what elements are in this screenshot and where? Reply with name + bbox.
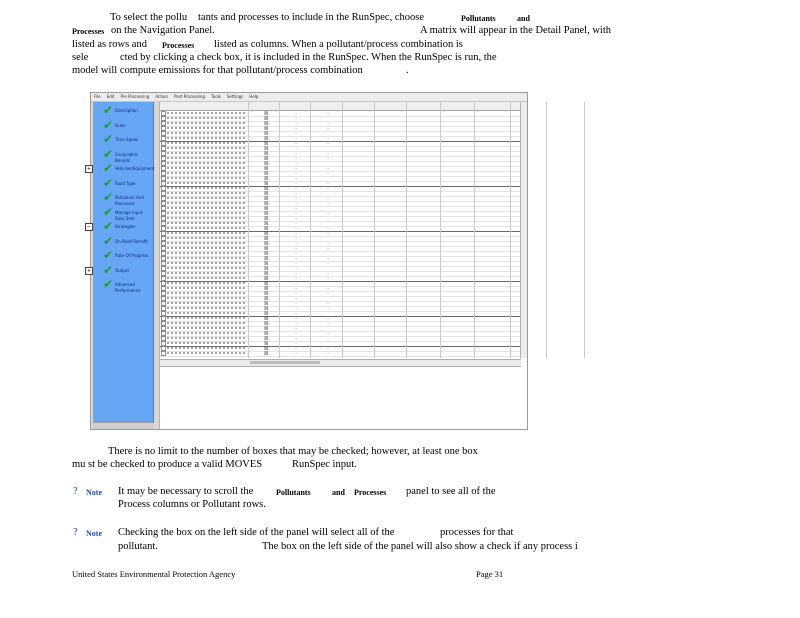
- green-check-icon: ✔: [103, 219, 114, 233]
- note2-label: Note: [86, 529, 102, 538]
- process-checkbox[interactable]: ☒: [264, 211, 269, 217]
- note2-marker: ?: [73, 527, 78, 538]
- detail-panel: [159, 102, 527, 429]
- column-divider: [584, 102, 585, 358]
- intro-line4-a: sele: [72, 52, 89, 63]
- nav-item[interactable]: [93, 248, 153, 262]
- pollutant-name: [167, 332, 247, 334]
- note1-line2: Process columns or Pollutant rows.: [118, 499, 266, 510]
- nav-item[interactable]: [93, 205, 153, 221]
- process-checkbox[interactable]: ·: [295, 151, 297, 157]
- screenshot-menu-item[interactable]: Edit: [106, 94, 115, 99]
- pollutant-name: [167, 187, 247, 189]
- column-divider: [406, 102, 407, 358]
- pollutant-name: [167, 157, 247, 159]
- navigation-panel-scrollbar[interactable]: [93, 422, 153, 429]
- process-checkbox[interactable]: ·: [295, 231, 297, 237]
- process-checkbox[interactable]: ☒: [264, 321, 269, 327]
- green-check-icon: ✔: [103, 190, 114, 204]
- green-check-icon: ✔: [103, 176, 114, 190]
- matrix-vertical-scrollbar[interactable]: [520, 102, 527, 358]
- process-checkbox[interactable]: ·: [295, 211, 297, 217]
- process-checkbox[interactable]: ☒: [264, 341, 269, 347]
- intro-line4-b: cted by clicking a check box, it is included in the RunSpec. When the RunSpec is run, the: [120, 52, 497, 63]
- process-checkbox[interactable]: ·: [327, 141, 329, 147]
- screenshot-menu-item[interactable]: Pre Processing: [120, 94, 150, 99]
- pollutant-name: [167, 282, 247, 284]
- matrix-row: [160, 351, 521, 357]
- intro-line3-a: listed as rows and: [72, 39, 147, 50]
- nav-item[interactable]: [86, 219, 153, 233]
- process-checkbox[interactable]: ·: [295, 206, 297, 212]
- process-checkbox[interactable]: ·: [327, 166, 329, 172]
- after-p1-line2-b: RunSpec input.: [292, 459, 357, 470]
- pollutant-name: [167, 192, 247, 194]
- row-select-checkbox[interactable]: [161, 351, 166, 356]
- note2-line1-a: Checking the box on the left side of the panel will select all of the: [118, 527, 395, 538]
- pollutant-name: [167, 182, 247, 184]
- nav-item-label: Output: [115, 268, 129, 273]
- pollutant-name: [167, 242, 247, 244]
- pollutant-name: [167, 212, 247, 214]
- process-checkbox[interactable]: ☒: [264, 266, 269, 272]
- process-checkbox[interactable]: ☒: [264, 301, 269, 307]
- process-checkbox[interactable]: ·: [295, 286, 297, 292]
- pollutant-name: [167, 117, 247, 119]
- pollutant-name: [167, 302, 247, 304]
- process-checkbox[interactable]: ☒: [264, 306, 269, 312]
- process-checkbox[interactable]: ·: [327, 306, 329, 312]
- nav-item[interactable]: [93, 176, 153, 190]
- process-checkbox[interactable]: ·: [327, 346, 329, 352]
- intro-and-term: and: [517, 14, 530, 23]
- process-checkbox[interactable]: ☒: [264, 331, 269, 337]
- pollutant-name: [167, 337, 247, 339]
- process-checkbox[interactable]: ·: [295, 261, 297, 267]
- process-checkbox[interactable]: ·: [295, 346, 297, 352]
- pollutant-name: [167, 347, 247, 349]
- note1-line1-b: panel to see all of the: [406, 486, 496, 497]
- process-checkbox[interactable]: ☒: [264, 116, 269, 122]
- process-checkbox[interactable]: ☒: [264, 236, 269, 242]
- process-checkbox[interactable]: ☒: [264, 256, 269, 262]
- process-checkbox[interactable]: ·: [295, 181, 297, 187]
- note1-line1-a: It may be necessary to scroll the: [118, 486, 254, 497]
- process-checkbox[interactable]: ☒: [264, 271, 269, 277]
- pollutant-name: [167, 317, 247, 319]
- nav-item-label: Road Type: [115, 181, 136, 186]
- process-checkbox[interactable]: ·: [327, 231, 329, 237]
- process-checkbox[interactable]: ☒: [264, 186, 269, 192]
- screenshot-menu-item[interactable]: Tools: [210, 94, 221, 99]
- process-checkbox[interactable]: ·: [327, 181, 329, 187]
- process-checkbox[interactable]: ·: [295, 331, 297, 337]
- process-checkbox[interactable]: ☒: [264, 281, 269, 287]
- process-checkbox[interactable]: ·: [327, 321, 329, 327]
- process-checkbox[interactable]: ·: [295, 326, 297, 332]
- screenshot-menubar: [91, 93, 527, 102]
- process-checkbox[interactable]: ☒: [264, 351, 269, 357]
- green-check-icon: ✔: [103, 161, 114, 175]
- process-checkbox[interactable]: ·: [295, 276, 297, 282]
- intro-processes-term: Processes: [72, 27, 105, 36]
- process-checkbox[interactable]: ☒: [264, 191, 269, 197]
- process-checkbox[interactable]: ☒: [264, 206, 269, 212]
- pollutant-name: [167, 167, 247, 169]
- pollutant-name: [167, 297, 247, 299]
- pollutant-name: [167, 287, 247, 289]
- pollutant-name: [167, 272, 247, 274]
- process-checkbox[interactable]: ☒: [264, 131, 269, 137]
- pollutant-name: [167, 162, 247, 164]
- process-checkbox[interactable]: ·: [295, 341, 297, 347]
- matrix-horizontal-scrollbar[interactable]: [160, 359, 521, 367]
- intro-line1-b: tants and processes to include in the RunSpec, choose: [198, 12, 424, 23]
- process-checkbox[interactable]: ☒: [264, 251, 269, 257]
- expand-icon[interactable]: +: [86, 268, 92, 274]
- intro-line2-c: A matrix will appear in the Detail Panel, with: [420, 25, 611, 36]
- process-checkbox[interactable]: ☒: [264, 326, 269, 332]
- nav-item-label: Vehicles/Equipment: [115, 166, 155, 171]
- pollutant-name: [167, 217, 247, 219]
- note1-marker: ?: [73, 486, 78, 497]
- collapse-icon[interactable]: −: [86, 224, 92, 230]
- process-checkbox[interactable]: ☒: [264, 111, 269, 117]
- process-checkbox[interactable]: ☒: [264, 231, 269, 237]
- intro-line5-period: .: [406, 65, 409, 76]
- pollutant-name: [167, 122, 247, 124]
- nav-item[interactable]: [86, 263, 153, 277]
- process-checkbox[interactable]: ☒: [264, 316, 269, 322]
- process-checkbox[interactable]: ☒: [264, 261, 269, 267]
- process-checkbox[interactable]: ·: [327, 126, 329, 132]
- nav-item-label: Strategies: [115, 224, 136, 229]
- process-checkbox[interactable]: ☒: [264, 161, 269, 167]
- nav-item-label: Geographic Bounds: [115, 152, 139, 163]
- nav-item-label: Description: [115, 108, 138, 113]
- pollutant-name: [167, 132, 247, 134]
- green-check-icon: ✔: [103, 132, 114, 146]
- process-checkbox[interactable]: ·: [295, 251, 297, 257]
- process-checkbox[interactable]: ·: [295, 216, 297, 222]
- process-checkbox[interactable]: ·: [295, 221, 297, 227]
- pollutant-name: [167, 137, 247, 139]
- process-checkbox[interactable]: ·: [295, 321, 297, 327]
- pollutant-name: [167, 252, 247, 254]
- process-checkbox[interactable]: ·: [327, 151, 329, 157]
- intro-line2-b: on the Navigation Panel.: [111, 25, 215, 36]
- process-checkbox[interactable]: ·: [327, 256, 329, 262]
- process-checkbox[interactable]: ·: [327, 111, 329, 117]
- process-checkbox[interactable]: ·: [327, 226, 329, 232]
- navigation-panel-list: [86, 102, 155, 423]
- process-checkbox[interactable]: ·: [327, 316, 329, 322]
- screenshot-menu-item[interactable]: Action: [155, 94, 168, 99]
- nav-item[interactable]: [93, 118, 153, 132]
- process-checkbox[interactable]: ·: [295, 156, 297, 162]
- pollutant-name: [167, 207, 247, 209]
- process-checkbox[interactable]: ·: [295, 256, 297, 262]
- process-checkbox[interactable]: ·: [327, 261, 329, 267]
- process-checkbox[interactable]: ·: [327, 241, 329, 247]
- process-checkbox[interactable]: ·: [327, 136, 329, 142]
- process-checkbox[interactable]: ·: [295, 196, 297, 202]
- process-checkbox[interactable]: ·: [295, 161, 297, 167]
- intro-pollutants-term: Pollutants: [461, 14, 496, 23]
- process-checkbox[interactable]: ☒: [264, 291, 269, 297]
- pollutant-name: [167, 222, 247, 224]
- process-checkbox[interactable]: ☒: [264, 296, 269, 302]
- process-checkbox[interactable]: ·: [327, 271, 329, 277]
- process-checkbox[interactable]: ☒: [264, 201, 269, 207]
- process-checkbox[interactable]: ·: [295, 296, 297, 302]
- pollutant-name: [167, 232, 247, 234]
- column-divider: [310, 102, 311, 358]
- process-checkbox[interactable]: ☒: [264, 246, 269, 252]
- green-check-icon: ✔: [103, 263, 114, 277]
- pollutant-name: [167, 202, 247, 204]
- note1-pollutants-term: Pollutants: [276, 488, 311, 497]
- process-checkbox[interactable]: ·: [295, 136, 297, 142]
- process-checkbox[interactable]: ·: [295, 301, 297, 307]
- nav-item[interactable]: [93, 147, 153, 163]
- pollutant-name: [167, 312, 247, 314]
- process-checkbox[interactable]: ☒: [264, 166, 269, 172]
- pollutant-process-matrix: [160, 111, 521, 358]
- nav-item[interactable]: [93, 132, 153, 146]
- process-checkbox[interactable]: ·: [327, 291, 329, 297]
- process-checkbox[interactable]: ☒: [264, 286, 269, 292]
- process-checkbox[interactable]: ·: [295, 316, 297, 322]
- note1-processes-term: Processes: [354, 488, 387, 497]
- column-divider: [440, 102, 441, 358]
- process-checkbox[interactable]: ·: [327, 196, 329, 202]
- process-checkbox[interactable]: ·: [295, 236, 297, 242]
- pollutant-name: [167, 127, 247, 129]
- screenshot-menu-item[interactable]: File: [94, 94, 101, 99]
- process-checkbox[interactable]: ·: [295, 166, 297, 172]
- pollutant-name: [167, 237, 247, 239]
- pollutant-name: [167, 327, 247, 329]
- column-divider: [342, 102, 343, 358]
- scrollbar-thumb[interactable]: [250, 361, 320, 364]
- after-p1-line2-a: mu st be checked to produce a valid MOVES: [72, 459, 263, 470]
- green-check-icon: ✔: [103, 147, 114, 161]
- nav-item[interactable]: [93, 103, 153, 117]
- process-checkbox[interactable]: ☒: [264, 196, 269, 202]
- nav-item-label: Advanced Performance: [115, 282, 141, 293]
- process-checkbox[interactable]: ·: [295, 191, 297, 197]
- process-checkbox[interactable]: ☒: [264, 176, 269, 182]
- pollutant-name: [167, 307, 247, 309]
- screenshot-menu-item[interactable]: Settings: [226, 94, 244, 99]
- process-checkbox[interactable]: ☒: [264, 216, 269, 222]
- process-checkbox[interactable]: ·: [327, 186, 329, 192]
- pollutant-name: [167, 197, 247, 199]
- process-checkbox[interactable]: ☒: [264, 136, 269, 142]
- process-checkbox[interactable]: ☒: [264, 311, 269, 317]
- process-checkbox[interactable]: ·: [295, 186, 297, 192]
- nav-item[interactable]: [93, 190, 153, 206]
- expand-icon[interactable]: +: [86, 166, 92, 172]
- process-checkbox[interactable]: ·: [295, 291, 297, 297]
- nav-item-label: Scale: [115, 123, 126, 128]
- process-checkbox[interactable]: ·: [327, 286, 329, 292]
- green-check-icon: ✔: [103, 277, 114, 291]
- process-checkbox[interactable]: ·: [327, 211, 329, 217]
- process-checkbox[interactable]: ·: [327, 336, 329, 342]
- green-check-icon: ✔: [103, 118, 114, 132]
- process-checkbox[interactable]: ☒: [264, 276, 269, 282]
- pollutant-name: [167, 262, 247, 264]
- intro-line1-a: To select the pollu: [110, 12, 188, 23]
- pollutant-name: [167, 112, 247, 114]
- note2-line1-b: processes for that: [440, 527, 514, 538]
- process-checkbox[interactable]: ·: [295, 146, 297, 152]
- pollutant-name: [167, 177, 247, 179]
- column-divider: [474, 102, 475, 358]
- note2-line2-a: pollutant.: [118, 541, 158, 552]
- note1-and-term: and: [332, 488, 345, 497]
- pollutant-name: [167, 257, 247, 259]
- process-checkbox[interactable]: ☒: [264, 181, 269, 187]
- process-checkbox[interactable]: ·: [295, 266, 297, 272]
- process-checkbox[interactable]: ☒: [264, 121, 269, 127]
- process-checkbox[interactable]: ·: [295, 311, 297, 317]
- process-checkbox[interactable]: ☒: [264, 346, 269, 352]
- nav-item-label: Time Spans: [115, 137, 139, 142]
- process-checkbox[interactable]: ·: [295, 351, 297, 357]
- process-checkbox[interactable]: ☒: [264, 171, 269, 177]
- process-checkbox[interactable]: ·: [295, 246, 297, 252]
- navigation-panel: [86, 102, 159, 429]
- nav-item-label: Pollutants And Processes: [115, 195, 144, 206]
- nav-item-label: Manage Input Data Sets: [115, 210, 143, 221]
- process-checkbox[interactable]: ·: [327, 246, 329, 252]
- intro-processes-term-2: Processes: [162, 41, 195, 50]
- process-checkbox[interactable]: ·: [295, 176, 297, 182]
- green-check-icon: ✔: [103, 234, 114, 248]
- footer-agency: United States Environmental Protection Agency: [72, 569, 236, 579]
- intro-line3-b: listed as columns. When a pollutant/process combination is: [214, 39, 463, 50]
- nav-item-label: Rate Of Progress: [115, 253, 149, 258]
- process-checkbox[interactable]: ·: [327, 276, 329, 282]
- pollutant-name: [167, 342, 247, 344]
- process-checkbox[interactable]: ·: [295, 306, 297, 312]
- process-checkbox[interactable]: ·: [295, 116, 297, 122]
- green-check-icon: ✔: [103, 103, 114, 117]
- process-checkbox[interactable]: ·: [295, 141, 297, 147]
- process-checkbox[interactable]: ·: [295, 271, 297, 277]
- nav-item[interactable]: [93, 234, 153, 248]
- column-divider: [546, 102, 547, 358]
- pollutant-name: [167, 352, 247, 354]
- moves-screenshot: [86, 92, 528, 430]
- column-divider: [374, 102, 375, 358]
- screenshot-menu-item[interactable]: Post Processing: [173, 94, 205, 99]
- process-checkbox[interactable]: ☒: [264, 146, 269, 152]
- pollutant-name: [167, 292, 247, 294]
- process-checkbox[interactable]: ·: [327, 331, 329, 337]
- process-checkbox[interactable]: ☒: [264, 156, 269, 162]
- process-checkbox[interactable]: ·: [295, 111, 297, 117]
- process-checkbox[interactable]: ·: [295, 126, 297, 132]
- note2-line2-b: The box on the left side of the panel will also show a check if any process i: [262, 541, 578, 552]
- pollutant-name: [167, 227, 247, 229]
- process-checkbox[interactable]: ·: [295, 281, 297, 287]
- process-checkbox[interactable]: ·: [327, 216, 329, 222]
- pollutant-name: [167, 267, 247, 269]
- process-checkbox[interactable]: ·: [327, 156, 329, 162]
- process-checkbox[interactable]: ·: [327, 201, 329, 207]
- green-check-icon: ✔: [103, 205, 114, 219]
- screenshot-menu-item[interactable]: Help: [249, 94, 259, 99]
- process-checkbox[interactable]: ☒: [264, 151, 269, 157]
- process-checkbox[interactable]: ☒: [264, 221, 269, 227]
- pollutant-name: [167, 172, 247, 174]
- nav-item[interactable]: [86, 161, 155, 175]
- process-checkbox[interactable]: ☒: [264, 336, 269, 342]
- process-checkbox[interactable]: ·: [327, 301, 329, 307]
- process-checkbox[interactable]: ☒: [264, 226, 269, 232]
- column-divider: [510, 102, 511, 358]
- process-checkbox[interactable]: ·: [295, 201, 297, 207]
- process-checkbox[interactable]: ·: [295, 241, 297, 247]
- pollutant-name: [167, 142, 247, 144]
- pollutant-name: [167, 247, 247, 249]
- process-checkbox[interactable]: ·: [327, 171, 329, 177]
- pollutant-name: [167, 147, 247, 149]
- green-check-icon: ✔: [103, 248, 114, 262]
- pollutant-name: [167, 152, 247, 154]
- pollutant-name: [167, 322, 247, 324]
- note1-label: Note: [86, 488, 102, 497]
- process-checkbox[interactable]: ·: [295, 336, 297, 342]
- footer-page-number: Page 31: [476, 569, 504, 579]
- intro-line5: model will compute emissions for that pollutant/process combination: [72, 65, 363, 76]
- process-checkbox[interactable]: ☒: [264, 241, 269, 247]
- column-divider: [279, 102, 280, 358]
- process-checkbox[interactable]: ☒: [264, 126, 269, 132]
- process-checkbox[interactable]: ·: [295, 121, 297, 127]
- process-checkbox[interactable]: ☒: [264, 141, 269, 147]
- after-p1-line1: There is no limit to the number of boxes that may be checked; however, at least one box: [108, 446, 478, 457]
- process-checkbox[interactable]: ·: [327, 351, 329, 357]
- process-column-headers: [160, 102, 521, 111]
- column-divider: [248, 102, 249, 358]
- process-checkbox[interactable]: ·: [327, 121, 329, 127]
- process-checkbox[interactable]: ·: [295, 131, 297, 137]
- process-checkbox[interactable]: ·: [295, 226, 297, 232]
- nav-item[interactable]: [93, 277, 153, 293]
- pollutant-name: [167, 277, 247, 279]
- process-checkbox[interactable]: ·: [295, 171, 297, 177]
- nav-item-label: On Road Retrofit: [115, 239, 148, 244]
